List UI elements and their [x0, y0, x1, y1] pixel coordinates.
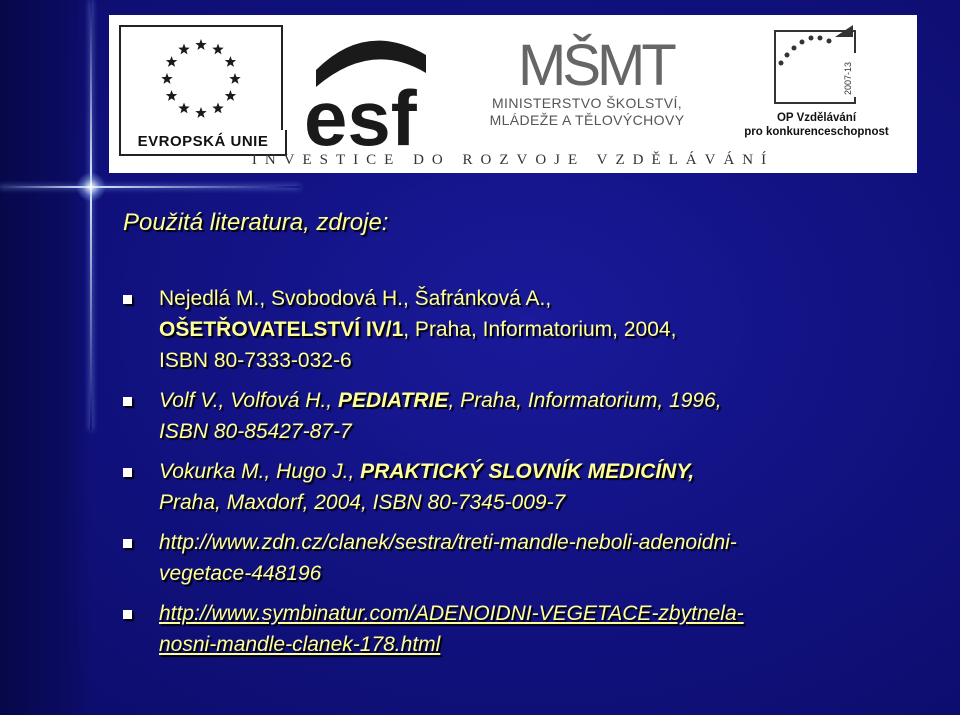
ref-title: PRAKTICKÝ SLOVNÍK MEDICÍNY, — [360, 460, 695, 483]
ref-url-line1: http://www.zdn.cz/clanek/sestra/treti-mandle-neboli-adenoidni- — [159, 531, 737, 554]
ref-isbn: ISBN 80-85427-87-7 — [159, 420, 352, 443]
slogan: INVESTICE DO ROZVOJE VZDĚLÁVÁNÍ — [251, 152, 775, 168]
msmt-name-line1: MINISTERSTVO ŠKOLSTVÍ, — [491, 95, 683, 111]
ref-link[interactable] — [159, 602, 744, 656]
ref-details: , Praha, Informatorium, 2004, — [403, 318, 677, 341]
eu-star-icon — [229, 73, 240, 84]
list-item — [123, 283, 923, 376]
ref-details: , Praha, Informatorium, 1996, — [448, 389, 722, 412]
list-item — [123, 456, 923, 518]
ref-isbn: ISBN 80-7333-032-6 — [159, 349, 352, 372]
eu-star-icon — [161, 73, 172, 84]
eu-star-icon — [178, 44, 189, 55]
op-years: 2007-13 — [843, 61, 853, 95]
eu-star-icon — [212, 44, 223, 55]
op-line2: pro konkurenceschopnost — [744, 126, 889, 138]
bullet-icon — [123, 468, 132, 477]
op-line1: OP Vzdělávání — [776, 112, 857, 124]
list-item — [123, 385, 923, 447]
msmt-monogram: MŠMT — [518, 33, 673, 98]
eu-star-icon — [166, 56, 177, 67]
logo-banner — [109, 15, 917, 173]
ref-authors: Vokurka M., Hugo J., — [159, 460, 361, 483]
ref-url-line1[interactable]: http://www.symbinatur.com/ADENOIDNI-VEGETACE-zbytnela- — [159, 602, 744, 625]
esf-text: esf — [304, 74, 417, 162]
eu-star-icon — [225, 56, 236, 67]
eu-star-icon — [195, 39, 206, 50]
eu-star-icon — [195, 107, 206, 118]
light-flare-horizontal — [0, 186, 300, 188]
ref-title: OŠETŘOVATELSTVÍ IV/1 — [159, 318, 404, 341]
bullet-icon — [123, 295, 132, 304]
eu-flag-icon — [119, 25, 283, 134]
msmt-logo — [514, 23, 673, 98]
msmt-name — [447, 95, 727, 129]
bullet-icon — [123, 397, 132, 406]
eu-star-icon — [166, 90, 177, 101]
ref-url-line2: vegetace-448196 — [159, 562, 322, 585]
list-item — [123, 527, 923, 589]
esf-logo — [296, 25, 436, 162]
op-text — [724, 111, 909, 139]
left-shade-band — [0, 0, 92, 715]
eu-star-icon — [212, 102, 223, 113]
eu-star-icon — [178, 102, 189, 113]
list-item — [123, 598, 923, 660]
bullet-icon — [123, 610, 132, 619]
ref-title: PEDIATRIE — [337, 389, 449, 412]
msmt-name-line2: MLÁDEŽE A TĚLOVÝCHOVY — [489, 112, 685, 128]
ref-url-line2[interactable]: nosni-mandle-clanek-178.html — [159, 633, 441, 656]
ref-authors: Nejedlá M., Svobodová H., Šafránková A., — [159, 287, 552, 310]
ref-details: Praha, Maxdorf, 2004, ISBN 80-7345-009-7 — [159, 491, 566, 514]
op-logo — [769, 23, 864, 108]
reference-list — [123, 283, 923, 669]
eu-star-icon — [225, 90, 236, 101]
light-flare-vertical — [90, 0, 92, 430]
ref-authors: Volf V., Volfová H., — [159, 389, 338, 412]
eu-label: EVROPSKÁ UNIE — [119, 130, 287, 156]
bullet-icon — [123, 539, 132, 548]
page-title: Použitá literatura, zdroje: — [123, 209, 389, 236]
light-flare-glow — [76, 172, 106, 202]
